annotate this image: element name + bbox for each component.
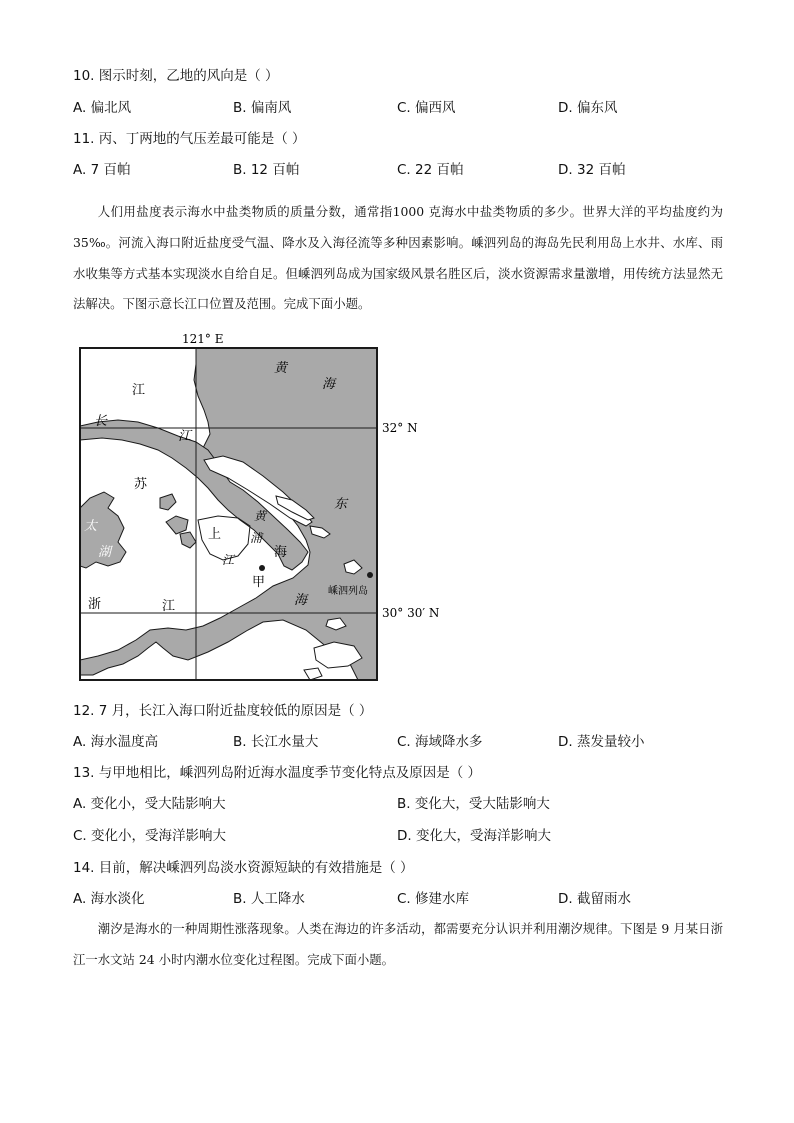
q11-option-c: C. 22 百帕 [397, 162, 464, 178]
shengsi-marker [367, 572, 373, 578]
q12-option-c: C. 海域降水多 [397, 734, 483, 750]
label-shengsi: 嵊泗列岛 [328, 586, 368, 597]
question-10-stem: 10. 图示时刻，乙地的风向是（ ） [73, 68, 279, 84]
q11-option-b: B. 12 百帕 [233, 162, 300, 178]
label-changjiang-2: 江 [178, 429, 192, 444]
yangtze-estuary-map [78, 330, 458, 685]
label-zhejiang-2: 江 [162, 599, 176, 614]
passage-salinity: 人们用盐度表示海水中盐类物质的质量分数，通常指1000 克海水中盐类物质的多少。世界大洋的平均盐度约为 35‰。河流入海口附近盐度受气温、降水及入海径流等多种因素影响。嵊泗列岛的海岛先民利用岛上水井、水库、雨水收集等方式基本实现淡水自给自足。但嵊泗列岛成为国家级风景名胜区后，淡水资源需求量激增，用传统方法显然无法解决。下图示意长江口位置及范围。完成下面小题。 [73, 204, 723, 312]
question-13-stem: 13. 与甲地相比，嵊泗列岛附近海水温度季节变化特点及原因是（ ） [73, 765, 482, 781]
q13-option-c: C. 变化小，受海洋影响大 [73, 828, 227, 844]
label-huangpu-1: 黄 [254, 509, 267, 523]
q10-option-c: C. 偏西风 [397, 100, 456, 116]
q11-option-a: A. 7 百帕 [73, 162, 131, 178]
q12-option-d: D. 蒸发量较小 [558, 734, 645, 750]
label-taihu-1: 太 [84, 519, 98, 534]
q10-option-b: B. 偏南风 [233, 100, 292, 116]
label-taihu-2: 湖 [98, 545, 112, 560]
label-32n: 32° N [382, 421, 418, 435]
label-jiangsu-1: 江 [132, 383, 146, 398]
q14-option-d: D. 截留雨水 [558, 891, 631, 907]
point-jia-marker [259, 565, 265, 571]
q12-option-b: B. 长江水量大 [233, 734, 319, 750]
question-12-stem: 12. 7 月，长江入海口附近盐度较低的原因是（ ） [73, 703, 373, 719]
label-huanghai-1: 黄 [274, 361, 288, 376]
question-14-stem: 14. 目前，解决嵊泗列岛淡水资源短缺的有效措施是（ ） [73, 860, 414, 876]
question-11-stem: 11. 丙、丁两地的气压差最可能是（ ） [73, 131, 306, 147]
q13-option-d: D. 变化大，受海洋影响大 [397, 828, 551, 844]
label-jiangsu-2: 苏 [134, 477, 148, 492]
label-huangpu-2: 浦 [250, 531, 263, 545]
q14-option-a: A. 海水淡化 [73, 891, 145, 907]
label-shanghai-2: 海 [274, 545, 288, 560]
passage-tide: 潮汐是海水的一种周期性涨落现象。人类在海边的许多活动，都需要充分认识并利用潮汐规律。下图是 9 月某日浙江一水文站 24 小时内潮水位变化过程图。完成下面小题。 [73, 921, 723, 967]
q14-option-c: C. 修建水库 [397, 891, 470, 907]
label-huangpu-3: 江 [222, 553, 235, 567]
label-changjiang-1: 长 [94, 414, 108, 429]
q10-option-d: D. 偏东风 [558, 100, 618, 116]
label-huanghai-2: 海 [322, 377, 336, 392]
label-donghai-2: 海 [294, 593, 308, 608]
label-jia: 甲 [252, 575, 266, 590]
label-zhejiang-1: 浙 [88, 597, 102, 612]
q13-option-a: A. 变化小，受大陆影响大 [73, 796, 226, 812]
q12-option-a: A. 海水温度高 [73, 734, 159, 750]
label-donghai-1: 东 [334, 497, 348, 512]
q14-option-b: B. 人工降水 [233, 891, 305, 907]
q13-option-b: B. 变化大，受大陆影响大 [397, 796, 550, 812]
q11-option-d: D. 32 百帕 [558, 162, 626, 178]
label-3030n: 30° 30′ N [382, 606, 440, 620]
q10-option-a: A. 偏北风 [73, 100, 132, 116]
label-shanghai-1: 上 [208, 527, 222, 542]
label-121e: 121° E [182, 332, 224, 346]
